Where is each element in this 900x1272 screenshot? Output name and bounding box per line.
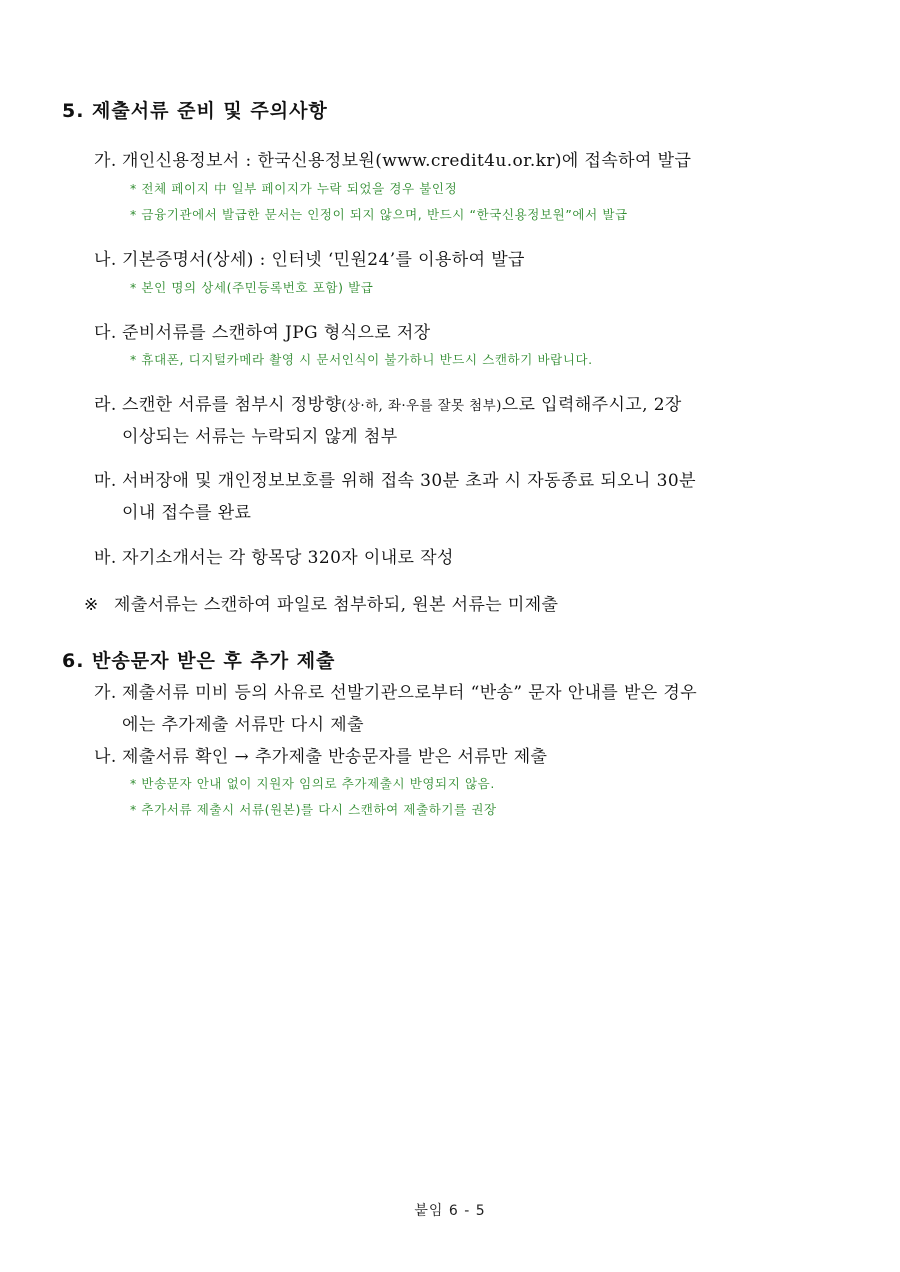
item-6-ga xyxy=(94,678,697,703)
item-5-ra-line2: 이상되는 서류는 누락되지 않게 첨부 xyxy=(122,427,398,447)
item-5-ma-line2: 이내 접수를 완료 xyxy=(122,503,252,523)
item-text: 준비서류를 스캔하여 JPG 형식으로 저장 xyxy=(122,323,431,343)
item-label: 가. xyxy=(94,683,117,703)
section-6-title: 6. 반송문자 받은 후 추가 제출 xyxy=(62,650,336,672)
item-text: 자기소개서는 각 항목당 320자 이내로 작성 xyxy=(122,548,454,568)
item-text: 스캔한 서류를 첨부시 정방향 xyxy=(122,395,342,415)
item-text: 으로 입력해주시고, 2장 xyxy=(501,395,682,415)
remark-text: 제출서류는 스캔하여 파일로 첨부하되, 원본 서류는 미제출 xyxy=(114,595,559,615)
item-label: 가. xyxy=(94,151,117,171)
item-5-ba xyxy=(94,543,454,568)
item-label: 나. xyxy=(94,250,117,270)
reference-mark-icon: ※ xyxy=(84,595,99,615)
note: * 추가서류 제출시 서류(원본)를 다시 스캔하여 제출하기를 권장 xyxy=(130,802,497,817)
item-text: 제출서류 확인 → 추가제출 반송문자를 받은 서류만 제출 xyxy=(122,747,548,767)
page-footer: 붙임 6 - 5 xyxy=(414,1203,486,1219)
item-5-da xyxy=(94,318,431,343)
note: * 전체 페이지 中 일부 페이지가 누락 되었을 경우 불인정 xyxy=(130,181,458,196)
section-5-title: 5. 제출서류 준비 및 주의사항 xyxy=(62,100,328,122)
item-6-ga-line2: 에는 추가제출 서류만 다시 제출 xyxy=(122,715,364,735)
note: * 본인 명의 상세(주민등록번호 포함) 발급 xyxy=(130,280,374,295)
item-text: 제출서류 미비 등의 사유로 선발기관으로부터 “반송” 문자 안내를 받은 경우 xyxy=(122,683,698,703)
item-text: 기본증명서(상세) : 인터넷 ‘민원24’를 이용하여 발급 xyxy=(122,250,525,270)
item-text: 서버장애 및 개인정보보호를 위해 접속 30분 초과 시 자동종료 되오니 30분 xyxy=(122,471,696,491)
item-label: 라. xyxy=(94,395,117,415)
item-5-ga xyxy=(94,146,691,171)
note: * 반송문자 안내 없이 지원자 임의로 추가제출시 반영되지 않음. xyxy=(130,776,495,791)
item-text-small: (상·하, 좌·우를 잘못 첨부) xyxy=(341,398,502,414)
item-6-na xyxy=(94,742,547,767)
item-5-na xyxy=(94,245,525,270)
item-label: 마. xyxy=(94,471,117,491)
item-5-ma xyxy=(94,466,696,491)
item-text: 개인신용정보서 : 한국신용정보원(www.credit4u.or.kr)에 접속하여 발급 xyxy=(122,151,692,171)
note: * 휴대폰, 디지털카메라 촬영 시 문서인식이 불가하니 반드시 스캔하기 바랍니다. xyxy=(130,352,593,367)
note: * 금융기관에서 발급한 문서는 인정이 되지 않으며, 반드시 “한국신용정보원”에서 발급 xyxy=(130,207,628,222)
item-5-ra xyxy=(94,390,682,415)
item-label: 바. xyxy=(94,548,117,568)
remark xyxy=(84,590,558,615)
item-label: 나. xyxy=(94,747,117,767)
item-label: 다. xyxy=(94,323,117,343)
